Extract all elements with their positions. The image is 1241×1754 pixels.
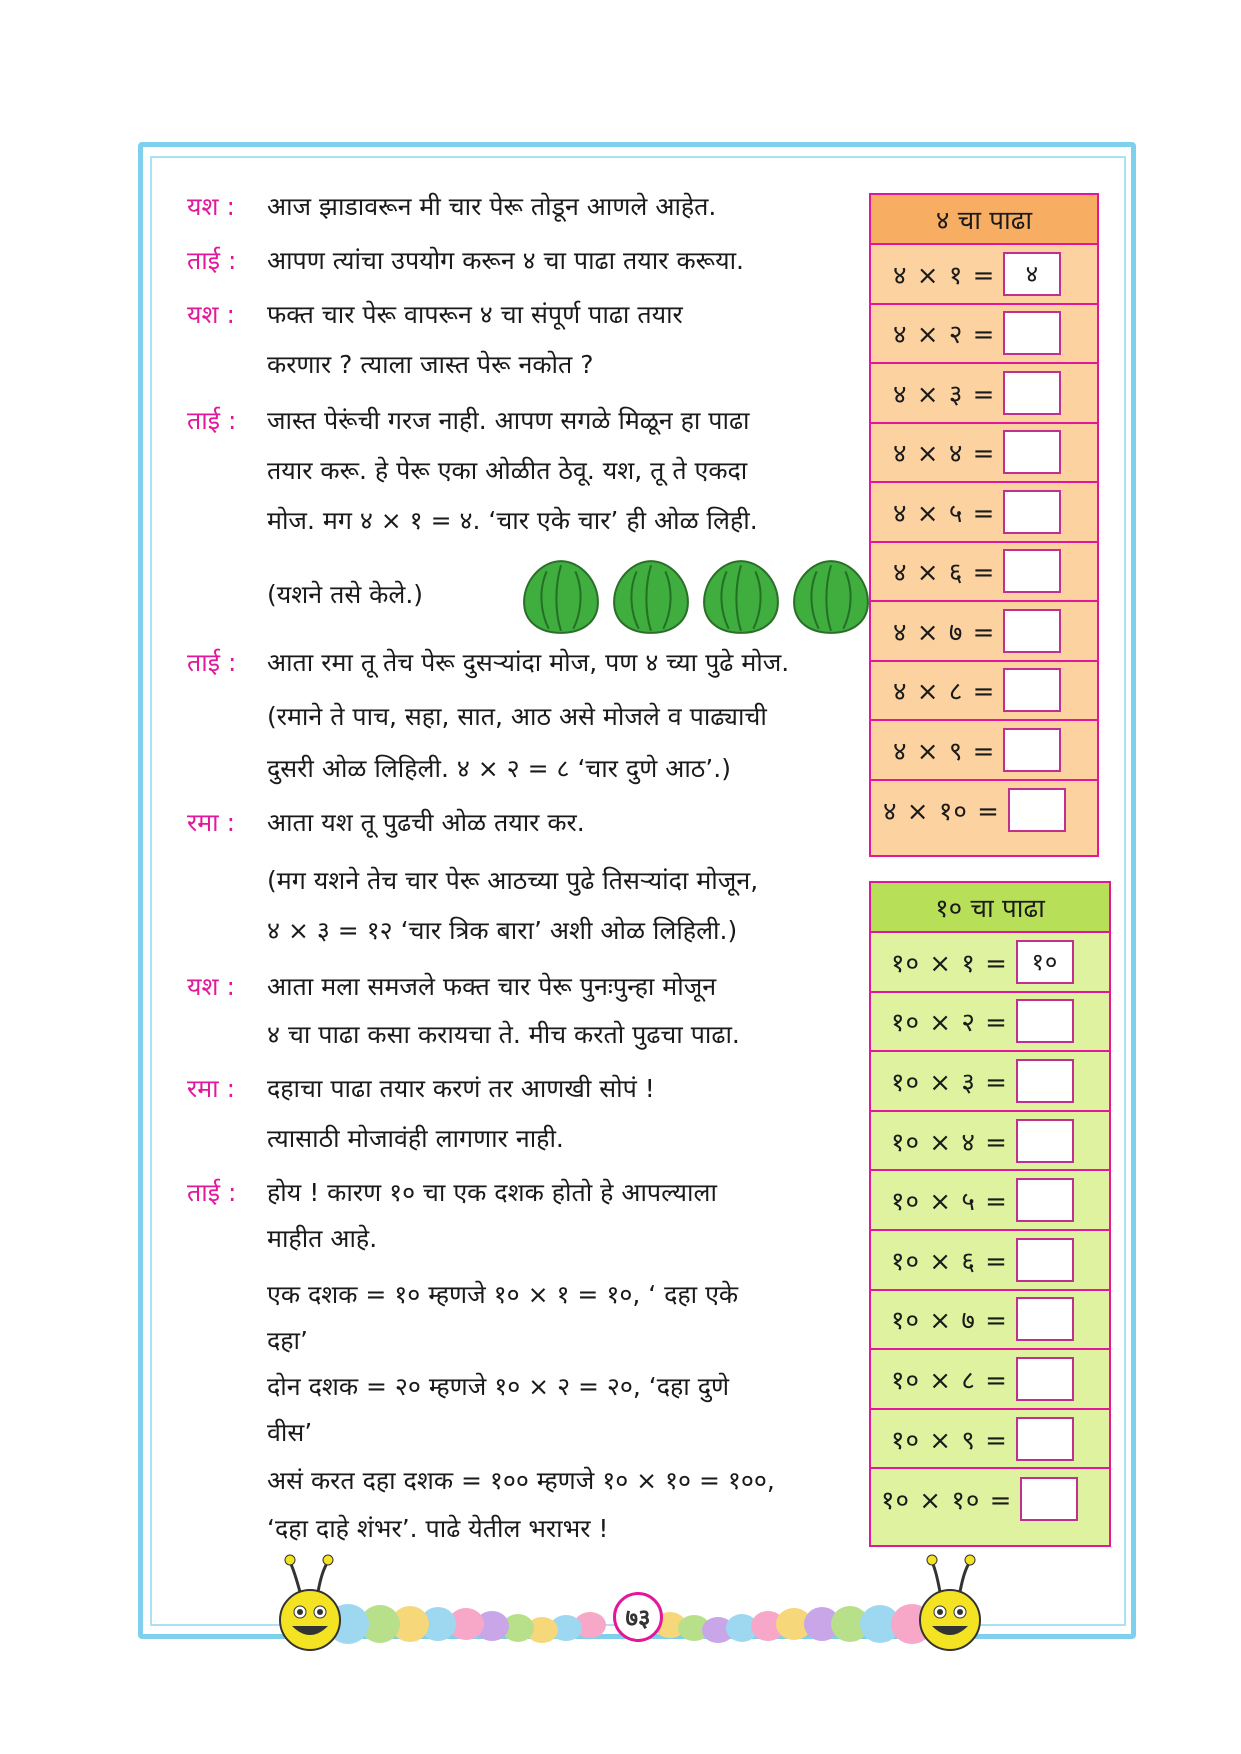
table-row (871, 483, 1097, 543)
guava-icon (700, 555, 782, 637)
expression: ४ × ७ = (893, 617, 996, 648)
dialog-text: असं करत दहा दशक = १०० म्हणजे १० × १० = १००, (267, 1466, 775, 1495)
table-row (871, 424, 1097, 484)
table-row (871, 1052, 1109, 1112)
answer-box[interactable] (1016, 1059, 1074, 1103)
guava-illustration (520, 555, 872, 637)
table-row (871, 543, 1097, 603)
table-row (871, 781, 1097, 841)
answer-box[interactable] (1003, 668, 1061, 712)
dialog-text: आता रमा तू तेच पेरू दुसऱ्यांदा मोज, पण ४ च्या पुढे मोज. (267, 648, 790, 677)
table-of-4 (869, 193, 1099, 857)
dialog-text: ४ × ३ = १२ ‘चार त्रिक बारा’ अशी ओळ लिहिली.) (267, 916, 738, 945)
expression: १० × ३ = (891, 1067, 1008, 1098)
table-row (871, 1171, 1109, 1231)
answer-box[interactable] (1020, 1477, 1078, 1521)
expression: ४ × ५ = (893, 498, 996, 529)
answer-box[interactable] (1008, 788, 1066, 832)
guava-icon (790, 555, 872, 637)
table-row (871, 1410, 1109, 1470)
speaker-label: यश : (187, 972, 235, 1001)
table-row (871, 602, 1097, 662)
expression: १० × ५ = (891, 1187, 1008, 1218)
dialog-text: होय ! कारण १० चा एक दशक होतो हे आपल्याला (267, 1178, 717, 1207)
table-row (871, 1112, 1109, 1172)
caterpillar-left-icon (280, 1555, 606, 1650)
table-title: १० चा पाढा (871, 883, 1109, 933)
answer-box[interactable] (1003, 490, 1061, 534)
dialog-text: फक्त चार पेरू वापरून ४ चा संपूर्ण पाढा तयार (267, 300, 683, 329)
speaker-label: रमा : (187, 1074, 236, 1103)
table-row (871, 1291, 1109, 1351)
speaker-label: ताई : (187, 246, 237, 275)
expression: ४ × २ = (893, 320, 996, 351)
expression: १० × ४ = (891, 1127, 1008, 1158)
expression: ४ × ४ = (893, 439, 996, 470)
guava-icon (520, 555, 602, 637)
answer-box[interactable] (1016, 1119, 1074, 1163)
expression: १० × ८ = (891, 1365, 1008, 1396)
table-row (871, 305, 1097, 365)
table-title: ४ चा पाढा (871, 195, 1097, 245)
answer-box[interactable] (1016, 1238, 1074, 1282)
expression: १० × ६ = (891, 1246, 1008, 1277)
page-number: ७३ (613, 1592, 663, 1642)
dialog-text: करणार ? त्याला जास्त पेरू नकोत ? (267, 350, 594, 379)
dialog-text: दहाचा पाढा तयार करणं तर आणखी सोपं ! (267, 1074, 655, 1103)
answer-box[interactable] (1016, 1297, 1074, 1341)
guava-icon (610, 555, 692, 637)
speaker-label: यश : (187, 192, 235, 221)
dialog-text: जास्त पेरूंची गरज नाही. आपण सगळे मिळून हा पाढा (267, 406, 750, 435)
expression: ४ × १ = (893, 260, 996, 291)
dialog-text: दुसरी ओळ लिहिली. ४ × २ = ८ ‘चार दुणे आठ’.) (267, 754, 731, 783)
table-row (871, 1469, 1109, 1529)
dialog-text: माहीत आहे. (267, 1224, 378, 1253)
dialog-text: दहा’ (267, 1326, 308, 1355)
speaker-label: रमा : (187, 808, 236, 837)
expression: ४ × १० = (883, 797, 1000, 828)
dialog-text: (मग यशने तेच चार पेरू आठच्या पुढे तिसऱ्यांदा मोजून, (267, 866, 759, 895)
expression: ४ × ३ = (893, 379, 996, 410)
table-row (871, 721, 1097, 781)
table-row (871, 364, 1097, 424)
dialog-text: तयार करू. हे पेरू एका ओळीत ठेवू. यश, तू ते एकदा (267, 456, 748, 485)
dialog-text: वीस’ (267, 1418, 313, 1447)
speaker-label: यश : (187, 300, 235, 329)
answer-box[interactable]: १० (1016, 940, 1074, 984)
expression: १० × १० = (881, 1486, 1013, 1517)
table-row (871, 993, 1109, 1053)
caterpillar-right-icon (654, 1555, 980, 1650)
expression: १० × ९ = (891, 1425, 1008, 1456)
answer-box[interactable] (1003, 609, 1061, 653)
expression: ४ × ९ = (893, 736, 996, 767)
expression: ४ × ८ = (893, 677, 996, 708)
dialog-text: आता मला समजले फक्त चार पेरू पुनःपुन्हा मोजून (267, 972, 717, 1001)
answer-box[interactable] (1016, 999, 1074, 1043)
expression: १० × ७ = (891, 1306, 1008, 1337)
dialog-text: मोज. मग ४ × १ = ४. ‘चार एके चार’ ही ओळ लिही. (267, 506, 758, 535)
answer-box[interactable] (1003, 371, 1061, 415)
speaker-label: ताई : (187, 648, 237, 677)
dialog-text: आज झाडावरून मी चार पेरू तोडून आणले आहेत. (267, 192, 717, 221)
answer-box[interactable] (1016, 1178, 1074, 1222)
dialog-text: (रमाने ते पाच, सहा, सात, आठ असे मोजले व पाढ्याची (267, 702, 767, 731)
table-of-10 (869, 881, 1111, 1547)
answer-box[interactable] (1016, 1357, 1074, 1401)
dialog-text: आता यश तू पुढची ओळ तयार कर. (267, 808, 585, 837)
dialog-text: आपण त्यांचा उपयोग करून ४ चा पाढा तयार करूया. (267, 246, 744, 275)
expression: १० × १ = (891, 948, 1008, 979)
table-row (871, 245, 1097, 305)
dialog-text: (यशने तसे केले.) (267, 580, 424, 609)
answer-box[interactable] (1003, 311, 1061, 355)
answer-box[interactable] (1003, 549, 1061, 593)
table-row (871, 1350, 1109, 1410)
dialog-text: ‘दहा दाहे शंभर’. पाढे येतील भराभर ! (267, 1514, 609, 1543)
speaker-label: ताई : (187, 406, 237, 435)
dialog-text: ४ चा पाढा कसा करायचा ते. मीच करतो पुढचा पाढा. (267, 1020, 740, 1049)
expression: ४ × ६ = (893, 558, 996, 589)
speaker-label: ताई : (187, 1178, 237, 1207)
table-row (871, 1231, 1109, 1291)
dialog-text: एक दशक = १० म्हणजे १० × १ = १०, ‘ दहा एके (267, 1280, 739, 1309)
answer-box[interactable] (1003, 728, 1061, 772)
answer-box[interactable] (1003, 430, 1061, 474)
dialog-text: दोन दशक = २० म्हणजे १० × २ = २०, ‘दहा दुणे (267, 1372, 730, 1401)
table-row (871, 662, 1097, 722)
answer-box[interactable]: ४ (1003, 252, 1061, 296)
answer-box[interactable] (1016, 1417, 1074, 1461)
dialog-text: त्यासाठी मोजावंही लागणार नाही. (267, 1124, 564, 1153)
expression: १० × २ = (891, 1008, 1008, 1039)
table-row (871, 933, 1109, 993)
